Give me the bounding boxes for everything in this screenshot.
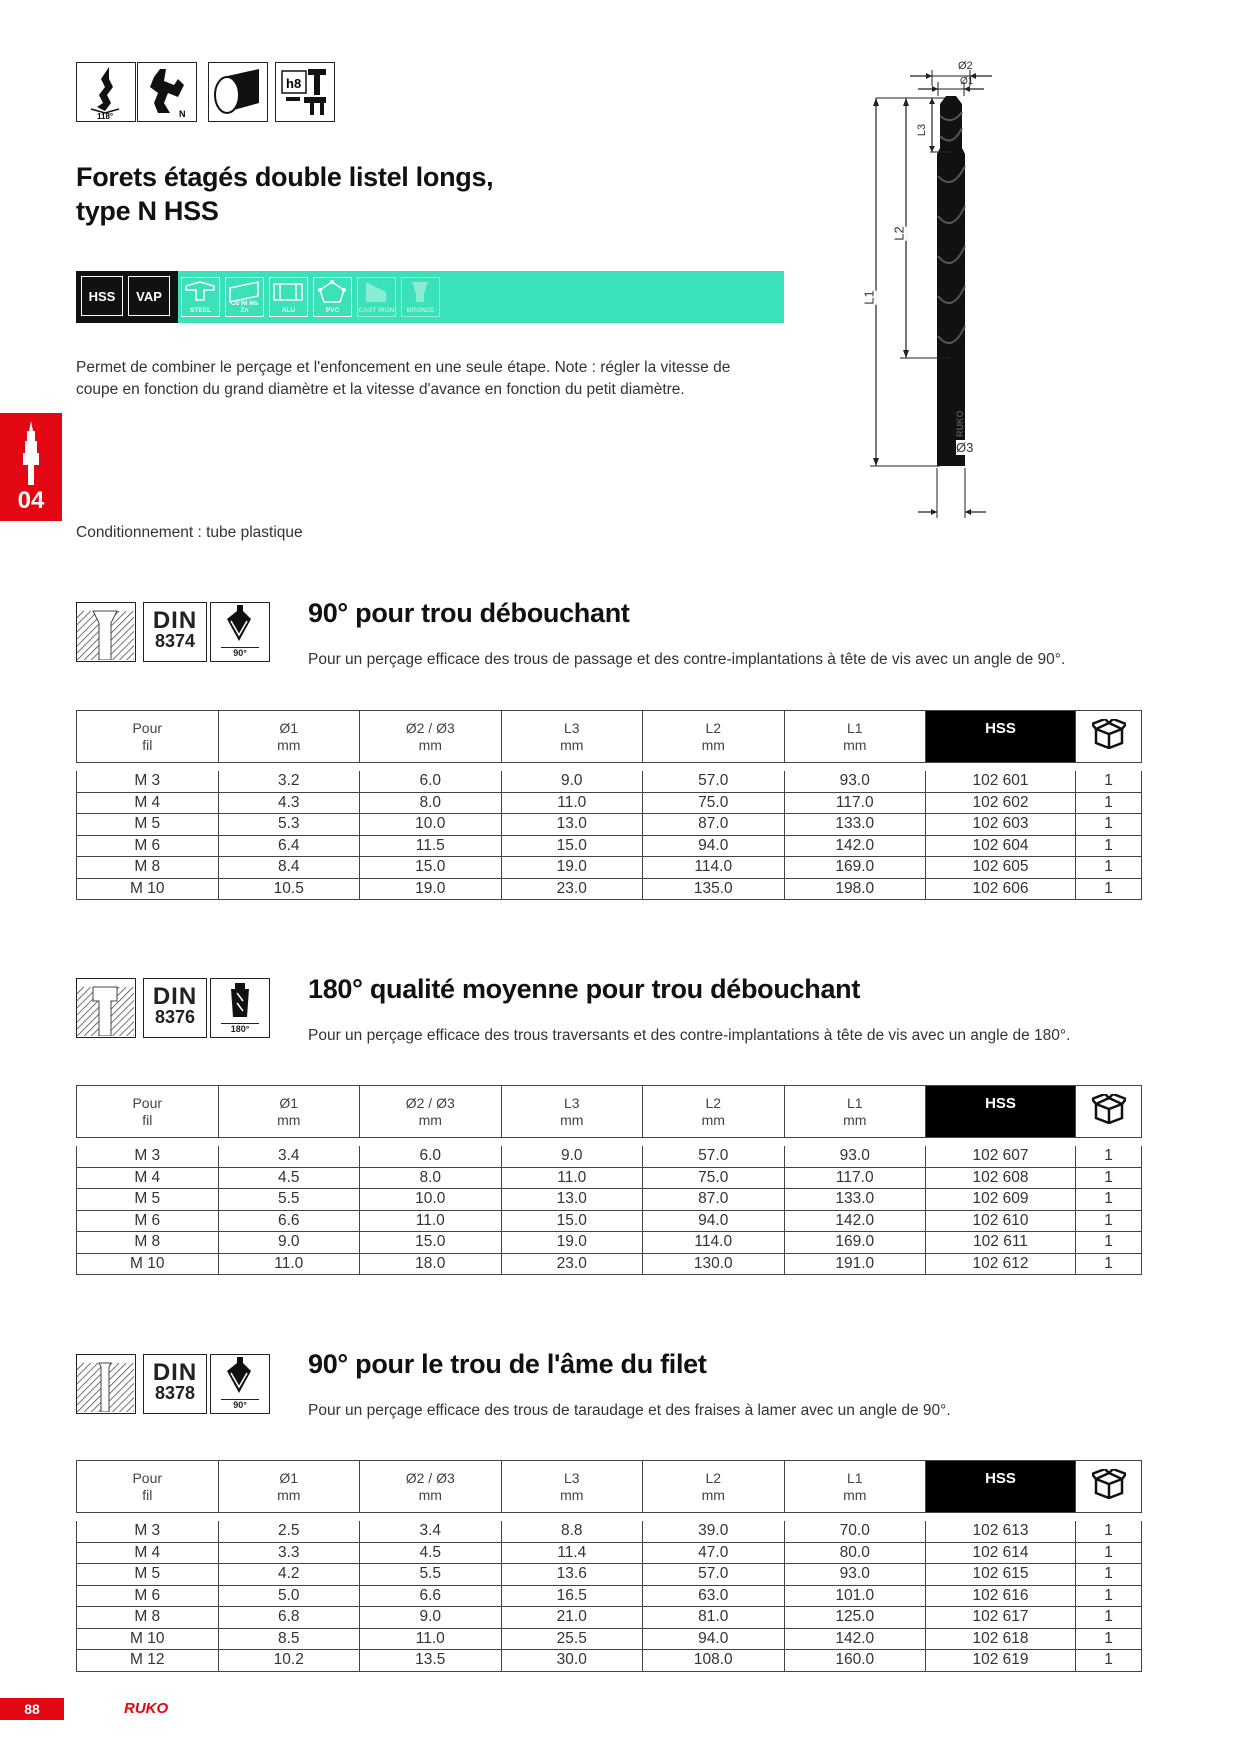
h8-tolerance-icon (275, 62, 335, 122)
table-cell: 9.0 (501, 771, 643, 792)
table-row (77, 1521, 1142, 1542)
table-cell: 5.5 (360, 1564, 502, 1586)
countersink-90-icon: 90° (210, 602, 270, 662)
table-cell: 5.0 (218, 1585, 360, 1607)
col-hss: HSS (926, 711, 1076, 763)
table-cell: M 5 (77, 1564, 219, 1586)
col-d1: Ø1 mm (218, 1461, 360, 1513)
table-cell: 8.0 (360, 792, 502, 814)
table-cell: 93.0 (784, 771, 926, 792)
table-cell: 1 (1076, 771, 1142, 792)
step-drill-diagram (870, 56, 1030, 526)
table-cell: M 3 (77, 1521, 219, 1542)
table-row (77, 1167, 1142, 1189)
din-badge-8374: DIN 8374 (143, 602, 207, 662)
table-cell: 4.5 (360, 1542, 502, 1564)
table-cell: 160.0 (784, 1650, 926, 1672)
page-number: 88 (0, 1698, 64, 1720)
table-cell: 10.2 (218, 1650, 360, 1672)
angle-118-icon (76, 62, 136, 122)
table-cell: 11.0 (218, 1253, 360, 1275)
table-cell: 93.0 (784, 1564, 926, 1586)
table-cell: 93.0 (784, 1146, 926, 1167)
table-cell: M 5 (77, 1189, 219, 1211)
vap-badge: VAP (128, 276, 170, 316)
table-cell: 1 (1076, 1607, 1142, 1629)
table-cell: 11.0 (501, 1167, 643, 1189)
pvc-material-icon: PVC (313, 277, 352, 317)
table-row (77, 792, 1142, 814)
table-cell: 1 (1076, 1521, 1142, 1542)
table-cell: 75.0 (643, 1167, 785, 1189)
col-l3: L3 mm (501, 1086, 643, 1138)
table-cell: M 6 (77, 1585, 219, 1607)
table-cell: 94.0 (643, 1628, 785, 1650)
table-cell: M 4 (77, 792, 219, 814)
table-cell: 1 (1076, 1253, 1142, 1275)
table-cell: 15.0 (360, 1232, 502, 1254)
table-cell: M 4 (77, 1542, 219, 1564)
section-title: 90° pour trou débouchant (308, 598, 630, 628)
table-cell: 1 (1076, 814, 1142, 836)
chapter-number: 04 (17, 487, 45, 514)
table-cell: 1 (1076, 792, 1142, 814)
package-icon (1092, 1094, 1126, 1124)
table-cell: 94.0 (643, 1210, 785, 1232)
table-cell: 9.0 (218, 1232, 360, 1254)
table-cell: 125.0 (784, 1607, 926, 1629)
table-cell: M 8 (77, 857, 219, 879)
table-row (77, 1210, 1142, 1232)
table-row (77, 1650, 1142, 1672)
col-thread: Pour fil (77, 1086, 219, 1138)
cast-iron-material-icon: CAST IRON (357, 277, 396, 317)
table-row (77, 1232, 1142, 1254)
table-row (77, 1146, 1142, 1167)
table-cell: 1 (1076, 1585, 1142, 1607)
table-cell: 25.5 (501, 1628, 643, 1650)
table-cell: 117.0 (784, 1167, 926, 1189)
table-cell: 5.5 (218, 1189, 360, 1211)
table-row (77, 1542, 1142, 1564)
table-cell: 191.0 (784, 1253, 926, 1275)
table-cell: M 8 (77, 1607, 219, 1629)
table-cell: 1 (1076, 1210, 1142, 1232)
table-row (77, 771, 1142, 792)
col-l1: L1 mm (784, 711, 926, 763)
page-title (76, 160, 493, 228)
table-cell: 23.0 (501, 1253, 643, 1275)
packaging-info: Conditionnement : tube plastique (76, 524, 303, 541)
package-icon (1092, 719, 1126, 749)
col-d1: Ø1 mm (218, 1086, 360, 1138)
table-cell: 15.0 (360, 857, 502, 879)
col-l1: L1 mm (784, 1461, 926, 1513)
table-cell: 3.4 (360, 1521, 502, 1542)
table-cell: 101.0 (784, 1585, 926, 1607)
table-cell: 1 (1076, 1564, 1142, 1586)
table-cell: 6.0 (360, 1146, 502, 1167)
d2-label: Ø2 (958, 60, 973, 72)
table-cell: 102 613 (926, 1521, 1076, 1542)
din-badge-8376: DIN 8376 (143, 978, 207, 1038)
table-cell: 142.0 (784, 1210, 926, 1232)
table-cell: 11.0 (360, 1210, 502, 1232)
col-l2: L2 mm (643, 711, 785, 763)
section-title: 180° qualité moyenne pour trou débouchant (308, 974, 861, 1004)
table-cell: 102 609 (926, 1189, 1076, 1211)
svg-text:N: N (179, 109, 186, 119)
chapter-tab (0, 413, 62, 521)
table-cell: 1 (1076, 835, 1142, 857)
l2-label: L2 (891, 226, 907, 241)
title-line-1: Forets étagés double listel longs, (76, 162, 494, 192)
table-cell: 142.0 (784, 1628, 926, 1650)
table-cell: 133.0 (784, 814, 926, 836)
col-l3: L3 mm (501, 1461, 643, 1513)
table-cell: 102 608 (926, 1167, 1076, 1189)
table-cell: 87.0 (643, 1189, 785, 1211)
table-cell: 102 619 (926, 1650, 1076, 1672)
col-l1: L1 mm (784, 1086, 926, 1138)
table-cell: 102 615 (926, 1564, 1076, 1586)
table-cell: 169.0 (784, 857, 926, 879)
col-d2-d3: Ø2 / Ø3 mm (360, 1461, 502, 1513)
table-cell: 1 (1076, 857, 1142, 879)
svg-text:h8: h8 (286, 76, 302, 91)
col-d2-d3: Ø2 / Ø3 mm (360, 1086, 502, 1138)
table-cell: 5.3 (218, 814, 360, 836)
d3-label: Ø3 (956, 440, 974, 455)
step-drill-icon (19, 419, 43, 487)
table-cell: 8.5 (218, 1628, 360, 1650)
table-row (77, 1253, 1142, 1275)
col-qty (1076, 711, 1142, 763)
counterbore-180-icon: 180° (210, 978, 270, 1038)
table-cell: 94.0 (643, 835, 785, 857)
bronze-material-icon: BRONZE (401, 277, 440, 317)
col-l3: L3 mm (501, 711, 643, 763)
table-cell: M 3 (77, 771, 219, 792)
steel-material-icon: STEEL (181, 277, 220, 317)
table-cell: 117.0 (784, 792, 926, 814)
table-cell: 1 (1076, 878, 1142, 900)
table-cell: 102 617 (926, 1607, 1076, 1629)
table-cell: 10.0 (360, 814, 502, 836)
table-cell: 18.0 (360, 1253, 502, 1275)
table-cell: 16.5 (501, 1585, 643, 1607)
table-cell: 1 (1076, 1232, 1142, 1254)
table-row (77, 1189, 1142, 1211)
table-row (77, 1607, 1142, 1629)
table-cell: 102 614 (926, 1542, 1076, 1564)
table-cell: 19.0 (501, 1232, 643, 1254)
din-badge-8378: DIN 8378 (143, 1354, 207, 1414)
table-row (77, 857, 1142, 879)
table-cell: 10.5 (218, 878, 360, 900)
l3-label: L3 (916, 123, 929, 137)
table-cell: 1 (1076, 1628, 1142, 1650)
table-cell: 9.0 (360, 1607, 502, 1629)
table-cell: 102 607 (926, 1146, 1076, 1167)
table-cell: 133.0 (784, 1189, 926, 1211)
table-cell: 9.0 (501, 1146, 643, 1167)
table-header (76, 1460, 1142, 1513)
table-cell: 87.0 (643, 814, 785, 836)
table-cell: 57.0 (643, 1146, 785, 1167)
table-cell: 102 610 (926, 1210, 1076, 1232)
table-header (76, 710, 1142, 763)
table-cell: 80.0 (784, 1542, 926, 1564)
table-cell: 13.6 (501, 1564, 643, 1586)
table-cell: 102 618 (926, 1628, 1076, 1650)
col-hss: HSS (926, 1461, 1076, 1513)
title-line-2: type N HSS (76, 196, 219, 226)
d1-label: Ø1 (960, 76, 974, 87)
table-cell: 102 612 (926, 1253, 1076, 1275)
table-cell: 81.0 (643, 1607, 785, 1629)
tool-brand-label: RUKO (955, 410, 965, 437)
table-row (77, 1628, 1142, 1650)
table-cell: 6.4 (218, 835, 360, 857)
table-cell: 39.0 (643, 1521, 785, 1542)
table-cell: 57.0 (643, 771, 785, 792)
col-qty (1076, 1461, 1142, 1513)
table-cell: M 6 (77, 835, 219, 857)
table-cell: 4.2 (218, 1564, 360, 1586)
table-row (77, 878, 1142, 900)
table-cell: 57.0 (643, 1564, 785, 1586)
col-l2: L2 mm (643, 1086, 785, 1138)
table-cell: 102 604 (926, 835, 1076, 857)
through-hole-diagram-icon (76, 602, 136, 662)
svg-text:118°: 118° (97, 112, 114, 120)
table-cell: 21.0 (501, 1607, 643, 1629)
table-cell: 15.0 (501, 1210, 643, 1232)
table-row (77, 835, 1142, 857)
table-cell: 142.0 (784, 835, 926, 857)
table-cell: 135.0 (643, 878, 785, 900)
cylindrical-shank-icon (208, 62, 268, 122)
tool-material-badges (76, 271, 178, 323)
aluminium-material-icon: ALU (269, 277, 308, 317)
product-table-1 (76, 771, 1142, 900)
table-cell: M 4 (77, 1167, 219, 1189)
table-row (77, 1585, 1142, 1607)
table-cell: 6.6 (360, 1585, 502, 1607)
table-cell: 11.4 (501, 1542, 643, 1564)
table-cell: 8.8 (501, 1521, 643, 1542)
table-cell: 1 (1076, 1542, 1142, 1564)
table-cell: M 10 (77, 878, 219, 900)
table-cell: 102 605 (926, 857, 1076, 879)
col-thread: Pour fil (77, 1461, 219, 1513)
table-cell: 1 (1076, 1146, 1142, 1167)
package-icon (1092, 1469, 1126, 1499)
col-d2-d3: Ø2 / Ø3 mm (360, 711, 502, 763)
tapping-hole-diagram-icon (76, 1354, 136, 1414)
table-cell: 19.0 (360, 878, 502, 900)
table-cell: 102 601 (926, 771, 1076, 792)
hss-badge: HSS (81, 276, 123, 316)
table-cell: 102 602 (926, 792, 1076, 814)
table-cell: 8.4 (218, 857, 360, 879)
copper-nickel-material-icon: Cu Ni Ms Zn (225, 277, 264, 317)
table-cell: 13.0 (501, 1189, 643, 1211)
table-cell: 47.0 (643, 1542, 785, 1564)
table-cell: M 10 (77, 1253, 219, 1275)
l1-label: L1 (861, 290, 877, 305)
table-cell: 1 (1076, 1189, 1142, 1211)
table-cell: 1 (1076, 1167, 1142, 1189)
table-cell: 6.8 (218, 1607, 360, 1629)
countersink-90-icon: 90° (210, 1354, 270, 1414)
table-cell: 102 603 (926, 814, 1076, 836)
table-cell: 19.0 (501, 857, 643, 879)
table-cell: 13.0 (501, 814, 643, 836)
table-cell: 3.4 (218, 1146, 360, 1167)
table-cell: 23.0 (501, 878, 643, 900)
col-hss: HSS (926, 1086, 1076, 1138)
table-cell: M 3 (77, 1146, 219, 1167)
col-d1: Ø1 mm (218, 711, 360, 763)
table-cell: M 12 (77, 1650, 219, 1672)
table-cell: M 5 (77, 814, 219, 836)
table-cell: 102 616 (926, 1585, 1076, 1607)
table-cell: 6.6 (218, 1210, 360, 1232)
product-table-2 (76, 1146, 1142, 1275)
table-cell: M 10 (77, 1628, 219, 1650)
table-cell: 11.5 (360, 835, 502, 857)
section-description: Pour un perçage efficace des trous de taraudage et des fraises à lamer avec un angle de 90°. (308, 1402, 951, 1419)
section-description: Pour un perçage efficace des trous traversants et des contre-implantations à tête de vis avec un angle de 180°. (308, 1027, 1071, 1044)
brand-logo: RUKO (124, 1700, 169, 1717)
section-title: 90° pour le trou de l'âme du filet (308, 1349, 707, 1379)
table-cell: 30.0 (501, 1650, 643, 1672)
table-cell: 13.5 (360, 1650, 502, 1672)
table-cell: 3.2 (218, 771, 360, 792)
table-row (77, 814, 1142, 836)
product-description: Permet de combiner le perçage et l'enfoncement en une seule étape. Note : régler la vitesse de coupe en fonction du grand diamètre et la vitesse d'avance en fonction du petit diamètre. (76, 359, 731, 398)
table-cell: 11.0 (360, 1628, 502, 1650)
table-cell: 1 (1076, 1650, 1142, 1672)
table-cell: 114.0 (643, 1232, 785, 1254)
table-cell: 102 606 (926, 878, 1076, 900)
table-cell: 70.0 (784, 1521, 926, 1542)
type-n-icon (137, 62, 197, 122)
table-cell: M 8 (77, 1232, 219, 1254)
table-cell: 6.0 (360, 771, 502, 792)
table-cell: 114.0 (643, 857, 785, 879)
table-cell: 10.0 (360, 1189, 502, 1211)
table-cell: 8.0 (360, 1167, 502, 1189)
table-cell: 75.0 (643, 792, 785, 814)
table-row (77, 1564, 1142, 1586)
table-cell: 130.0 (643, 1253, 785, 1275)
table-cell: 169.0 (784, 1232, 926, 1254)
table-cell: M 6 (77, 1210, 219, 1232)
table-cell: 15.0 (501, 835, 643, 857)
col-qty (1076, 1086, 1142, 1138)
flat-counterbore-diagram-icon (76, 978, 136, 1038)
table-header (76, 1085, 1142, 1138)
section-description: Pour un perçage efficace des trous de passage et des contre-implantations à tête de vis avec un angle de 90°. (308, 651, 1066, 668)
table-cell: 4.5 (218, 1167, 360, 1189)
table-cell: 198.0 (784, 878, 926, 900)
table-cell: 108.0 (643, 1650, 785, 1672)
table-cell: 102 611 (926, 1232, 1076, 1254)
table-cell: 4.3 (218, 792, 360, 814)
table-cell: 63.0 (643, 1585, 785, 1607)
col-l2: L2 mm (643, 1461, 785, 1513)
product-table-3 (76, 1521, 1142, 1672)
table-cell: 11.0 (501, 792, 643, 814)
table-cell: 2.5 (218, 1521, 360, 1542)
table-cell: 3.3 (218, 1542, 360, 1564)
col-thread: Pour fil (77, 711, 219, 763)
